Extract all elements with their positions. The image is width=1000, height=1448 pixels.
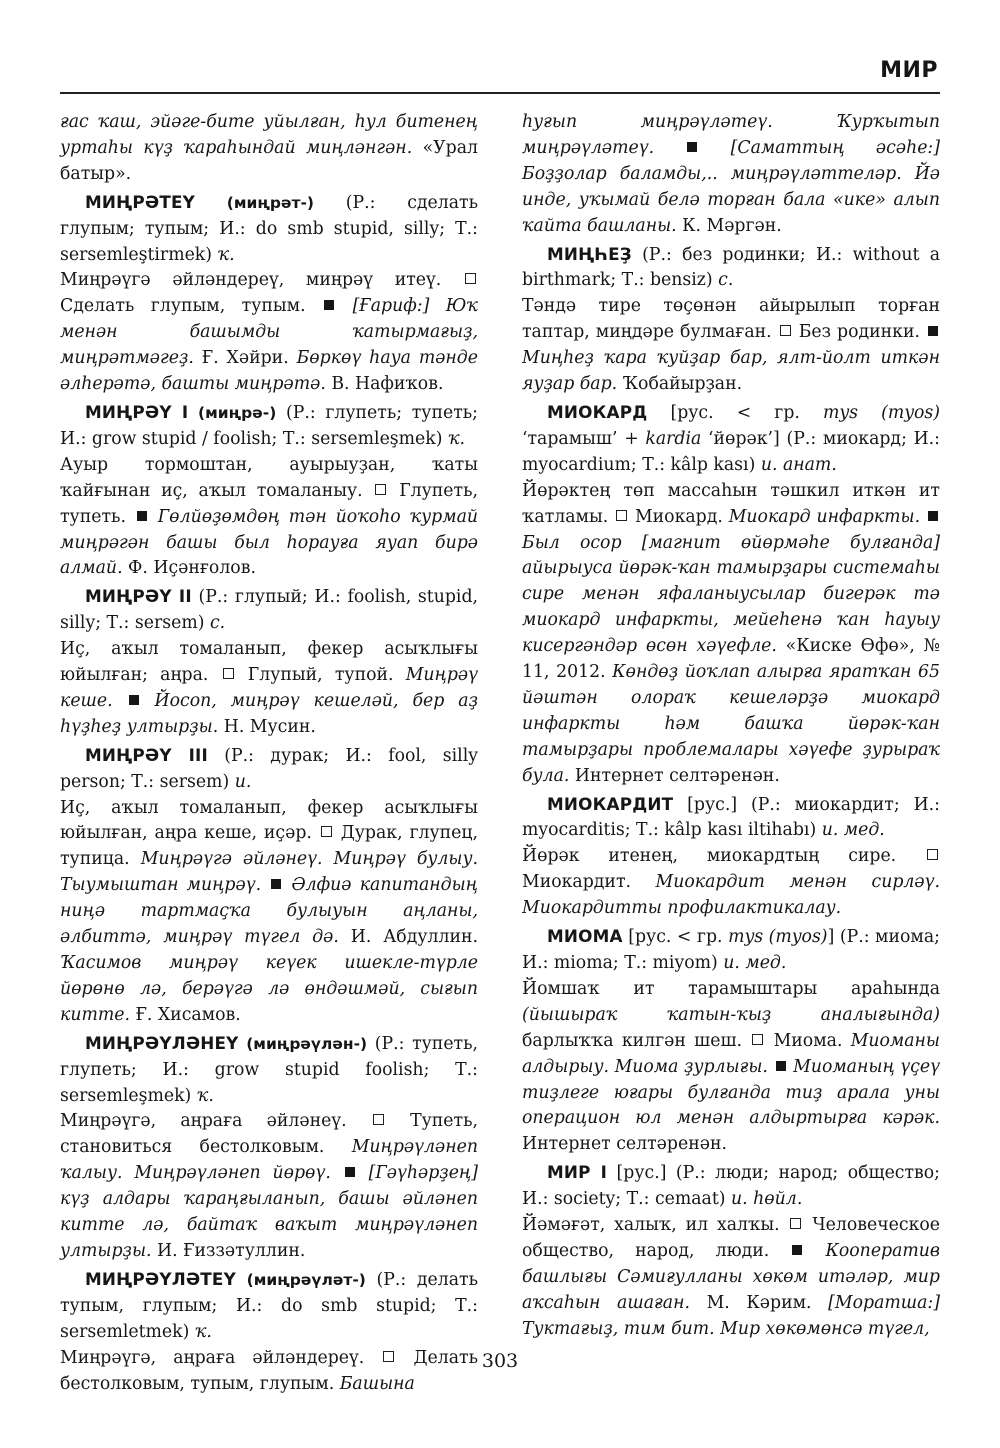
running-header	[60, 30, 940, 94]
dictionary-entry: МИҢРӘҮ III (Р.: дурак; И.: fool, silly person; Т.: sersem) и. Иҫ, аҡыл томаланып, фекер асыҡлығы юйылған, аңра кеше, иҫәр. Дурак, глупец, тупица. Миңрәүгә әйләнеү. Миңрәү булыу. Тыумыштан миңрәү. Әлфиә капитандың ниңә тартмаҫҡа булыуын аңланы, әлбиттә, миңрәү түгел дә. И. Абдуллин. Ҡасимов миңрәү кеүек ишекле-түрле йөрөнө лә, берәүгә лә өндәшмәй, сығып китте. Ғ. Хисамов.	[60, 744, 479, 1025]
headword: МИҢРӘТЕҮ	[85, 191, 195, 212]
headword: МИР I	[547, 1162, 608, 1183]
russian-square-icon	[780, 325, 791, 336]
right-column	[522, 110, 940, 1345]
headword: МИҢРӘҮ III	[85, 744, 208, 765]
dictionary-entry: МИОКАРДИТ [рус.] (Р.: миокардит; И.: myocarditis; Т.: kâlp kası iltihabı) и. мед. Йөрәк итенең, миокардтың сире. Миокардит. Миокардит менән сирләү. Миокардитты профилактикалау.	[522, 793, 940, 919]
dictionary-entry: МИОКАРД [рус. < гр. mys (myos) ‘тарамыш’ + kardia ‘йөрәк’] (Р.: миокард; И.: myocardium; Т.: kâlp kası) и. анат. Йөрәктең төп массаһын тәшкил иткән ит ҡатламы. Миокард. Миокард инфаркты. Был осор [магнит өйөрмәһе булғанда] айырыуса йөрәк-ҡан тамырҙары системаһы сире менән яфаланыусылар бигерәк тә миокард инфаркты, мейеһенә ҡан һауыу кисергәндәр өсөн хәүефле. «Киске Өфө», № 11, 2012. Көндөҙ йоҡлап алырға яратҡан 65 йәштән олораҡ кешеләрҙә миокард инфаркты һәм башҡа йөрәк-ҡан тамырҙары проблемалары хәүефе ҙурыраҡ була. Интернет селтәренән.	[522, 401, 941, 786]
example-square-icon	[928, 326, 938, 336]
russian-square-icon	[790, 1218, 801, 1229]
dictionary-entry: МИР I [рус.] (Р.: люди; народ; общество; И.: society; Т.: cemaat) и. һөйл. Йәмәғәт, халыҡ, ил халҡы. Человеческое общество, народ, люди. Кооператив башлығы Сәмиғулланы хөкөм итәләр, мир аҡсаһын ашаған. М. Кәрим. [Моратша:] Туктағыҙ, тим бит. Мир хөкөмөнсә түгел,	[522, 1162, 940, 1339]
russian-square-icon	[752, 1034, 763, 1045]
example-square-icon	[687, 142, 697, 152]
dictionary-entry: МИҢҺЕҘ (Р.: без родинки; И.: without a birthmark; Т.: bensiz) с. Тәндә тире төҫөнән айырылып торған таптар, миңдәре булмаған. Без родинки. Миңһеҙ ҡара ҡуйҙар бар, ялт-йолт иткән яуҙар бар. Ҡобайырҙан.	[522, 243, 940, 395]
headword: МИҢРӘҮ I	[85, 401, 189, 422]
headword: МИОМА	[547, 926, 623, 947]
dictionary-entry: МИҢРӘҮЛӘНЕҮ (миңрәүлән-) (Р.: тупеть, глупеть; И.: grow stupid foolish; Т.: sersemleşmek) ҡ. Миңрәүгә, аңраға әйләнеү. Тупеть, становиться бестолковым. Миңрәүләнеп ҡалыу. Миңрәүләнеп йөрөү. [Гәүһәрҙең] күҙ алдары ҡараңғыланып, башы әйләнеп китте лә, байтаҡ ваҡыт миңрәүләнеп ултырҙы. И. Ғиззәтуллин.	[60, 1032, 479, 1261]
russian-square-icon	[223, 668, 234, 679]
continued-entry: һуғып миңрәүләтеү. Ҡурҡытып миңрәүләтеү. [Саматтың әсәһе:] Боҙҙолар баламды,.. миңрәүләттеләр. Йә инде, уҡымай белә торған бала «ике» алып ҡайта башланы. К. Мәргән.	[522, 112, 940, 236]
left-column	[60, 110, 478, 1399]
example-square-icon	[129, 695, 139, 705]
russian-square-icon	[927, 849, 938, 860]
dictionary-entry: МИҢРӘТЕҮ (миңрәт-) (Р.: сделать глупым; тупым; И.: do smb stupid, silly; Т.: sersemleştirmek) ҡ. Миңрәүгә әйләндереү, миңрәү итеү. Сделать глупым, тупым. [Ғариф:] Юҡ менән башымды ҡатырмағыҙ, миңрәтмәгеҙ. Ғ. Хәйри. Бөркөү һауа тәнде әлһерәтә, башты миңрәтә. В. Нафиҡов.	[60, 191, 479, 395]
example-square-icon	[137, 511, 147, 521]
running-head-word: МИР	[880, 58, 938, 83]
russian-square-icon	[373, 1114, 384, 1125]
example-square-icon	[345, 1167, 355, 1177]
example-square-icon	[792, 1245, 802, 1255]
headword: МИҢҺЕҘ	[547, 243, 632, 264]
headword: МИОКАРДИТ	[547, 793, 674, 814]
dictionary-entry: МИОМА [рус. < гр. mys (myos)] (Р.: миома; И.: mioma; Т.: miyom) и. мед. Йомшаҡ ит тарамыштары араһында (йышыраҡ ҡатын-ҡыҙ аналығында) барлыҡҡа килгән шеш. Миома. Миоманы алдырыу. Миома ҙурлығы. Миоманың үҫеү тиҙлеге юғары булғанда тиҙ арала уны операцион юл менән алдыртырға кәрәк. Интернет селтәренән.	[522, 926, 941, 1155]
russian-square-icon	[375, 484, 386, 495]
example-square-icon	[271, 879, 281, 889]
dictionary-entry: МИҢРӘҮ II (Р.: глупый; И.: foolish, stupid, silly; Т.: sersem) с. Иҫ, аҡыл томаланып, фекер асыҡлығы юйылған; аңра. Глупый, тупой. Миңрәү кеше. Йосоп, миңрәү кешеләй, бер аҙ һүҙһеҙ ултырҙы. Н. Мусин.	[60, 586, 479, 737]
headword: МИҢРӘҮЛӘНЕҮ	[85, 1032, 239, 1053]
russian-square-icon	[321, 826, 332, 837]
dictionary-entry: МИҢРӘҮ I (миңрә-) (Р.: глупеть; тупеть; И.: grow stupid / foolish; Т.: sersemleşmek) ҡ. Ауыр тормоштан, ауырыуҙан, ҡаты ҡайғынан иҫ, аҡыл томаланыу. Глупеть, тупеть. Гөлйөҙөмдөң тән йоҡоһо ҡурмай миңрәгән башы был һорауға яуап бирә алмай. Ф. Иҫәнғолов.	[60, 401, 478, 579]
definition: Миңрәүгә әйләндереү, миңрәү итеү.	[60, 270, 442, 291]
headword: МИОКАРД	[547, 401, 648, 422]
example-square-icon	[324, 300, 334, 310]
page-number: 303	[481, 1350, 519, 1372]
headword: МИҢРӘҮ II	[85, 586, 192, 607]
russian-square-icon	[616, 510, 627, 521]
headword: МИҢРӘҮЛӘТЕҮ	[85, 1268, 236, 1289]
dictionary-entry: МИҢРӘҮЛӘТЕҮ (миңрәүләт-) (Р.: делать тупым, глупым; И.: do smb stupid; Т.: sersemletmek) ҡ. Миңрәүгә, аңраға әйләндереү. Делать бестолковым, тупым, глупым. Башына	[60, 1268, 478, 1394]
example-square-icon	[928, 511, 938, 521]
example-square-icon	[776, 1061, 786, 1071]
russian-square-icon	[465, 273, 476, 284]
continued-entry: ғас ҡаш, эйәге-бите уйылған, һул битенең уртаһы күҙ ҡараһындай миңләнгән. «Урал батыр».	[60, 112, 478, 184]
